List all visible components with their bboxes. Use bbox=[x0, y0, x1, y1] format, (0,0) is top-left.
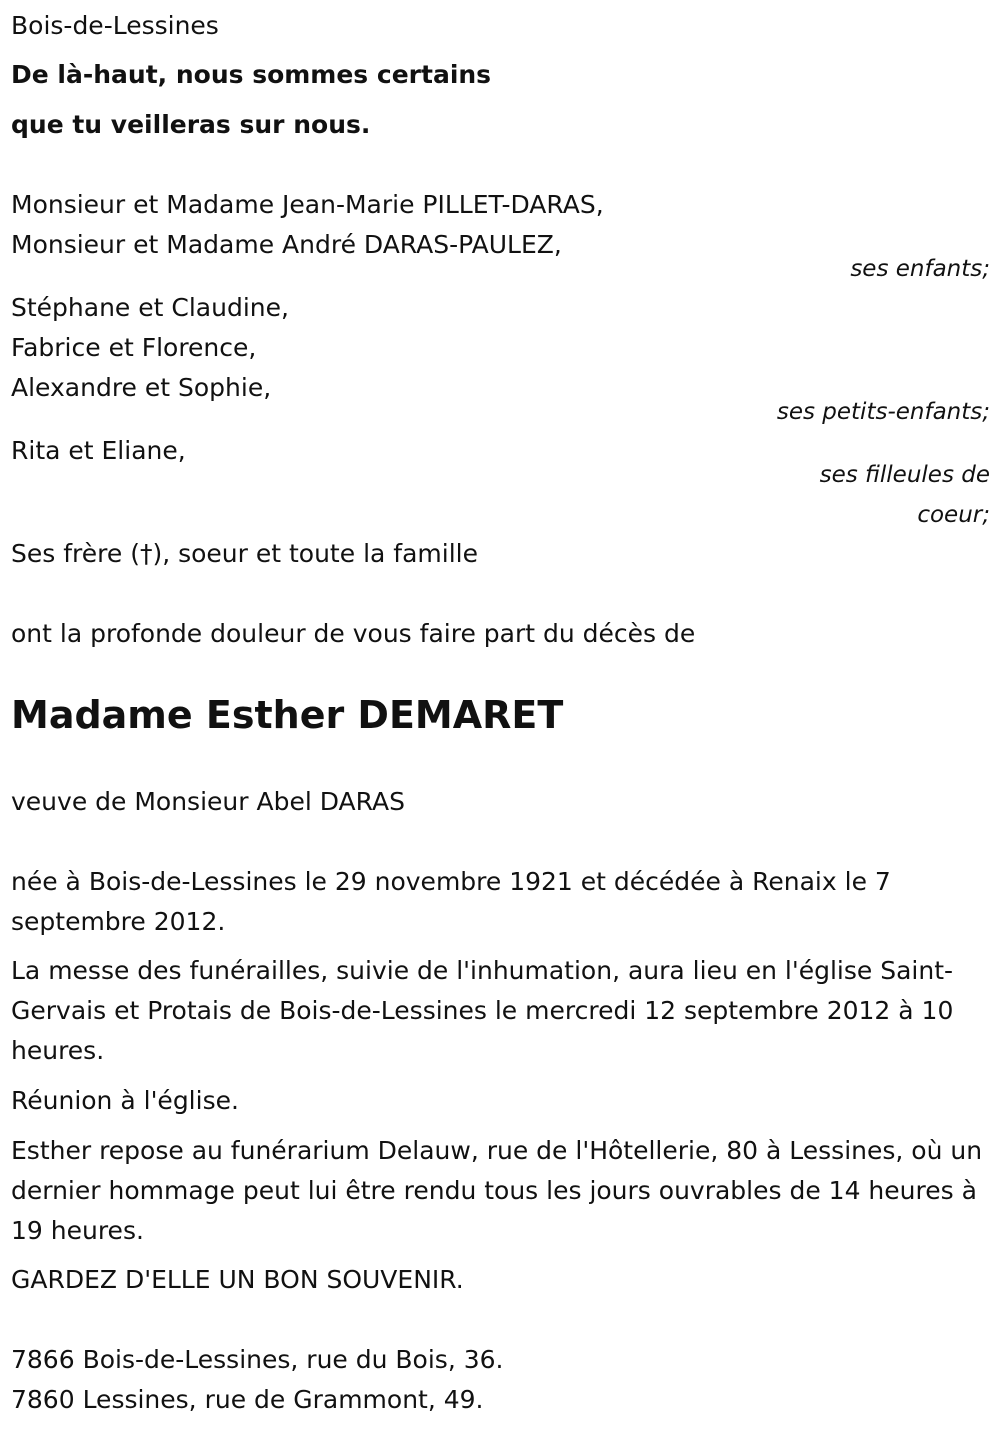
meeting-paragraph: Réunion à l'église. bbox=[11, 1086, 239, 1115]
grandchildren-role: ses petits-enfants; bbox=[776, 399, 990, 425]
location-heading: Bois-de-Lessines bbox=[11, 11, 219, 40]
address-line: 7866 Bois-de-Lessines, rue du Bois, 36. bbox=[11, 1345, 504, 1374]
quote-line-2: que tu veilleras sur nous. bbox=[11, 110, 371, 139]
goddaughters-role-line-2: coeur; bbox=[917, 502, 990, 528]
goddaughter-name: Rita et Eliane, bbox=[11, 436, 186, 465]
rest-paragraph: Esther repose au funérarium Delauw, rue de l'Hôtellerie, 80 à Lessines, où un dernier hommage peut lui être rendu tous les jours ouvrables de 14 heures à 19 heures. bbox=[11, 1136, 983, 1245]
deceased-name: Madame Esther DEMARET bbox=[11, 693, 564, 737]
children-role: ses enfants; bbox=[850, 256, 990, 282]
funeral-paragraph: La messe des funérailles, suivie de l'inhumation, aura lieu en l'église Saint-Gervais et Protais de Bois-de-Lessines le mercredi 12 septembre 2012 à 10 heures. bbox=[11, 956, 954, 1065]
child-name: Monsieur et Madame André DARAS-PAULEZ, bbox=[11, 230, 562, 259]
grandchild-name: Stéphane et Claudine, bbox=[11, 293, 289, 322]
goddaughters-role-line-1: ses filleules de bbox=[819, 462, 990, 488]
announcement-line: ont la profonde douleur de vous faire part du décès de bbox=[11, 619, 696, 648]
grandchild-name: Alexandre et Sophie, bbox=[11, 373, 272, 402]
address-line: 7860 Lessines, rue de Grammont, 49. bbox=[11, 1385, 484, 1414]
grandchild-name: Fabrice et Florence, bbox=[11, 333, 257, 362]
family-line: Ses frère (†), soeur et toute la famille bbox=[11, 539, 478, 568]
widow-of-line: veuve de Monsieur Abel DARAS bbox=[11, 787, 405, 816]
child-name: Monsieur et Madame Jean-Marie PILLET-DARAS, bbox=[11, 190, 604, 219]
birth-death-paragraph: née à Bois-de-Lessines le 29 novembre 1921 et décédée à Renaix le 7 septembre 2012. bbox=[11, 867, 891, 936]
quote-line-1: De là-haut, nous sommes certains bbox=[11, 60, 492, 89]
closing-paragraph: GARDEZ D'ELLE UN BON SOUVENIR. bbox=[11, 1265, 464, 1294]
